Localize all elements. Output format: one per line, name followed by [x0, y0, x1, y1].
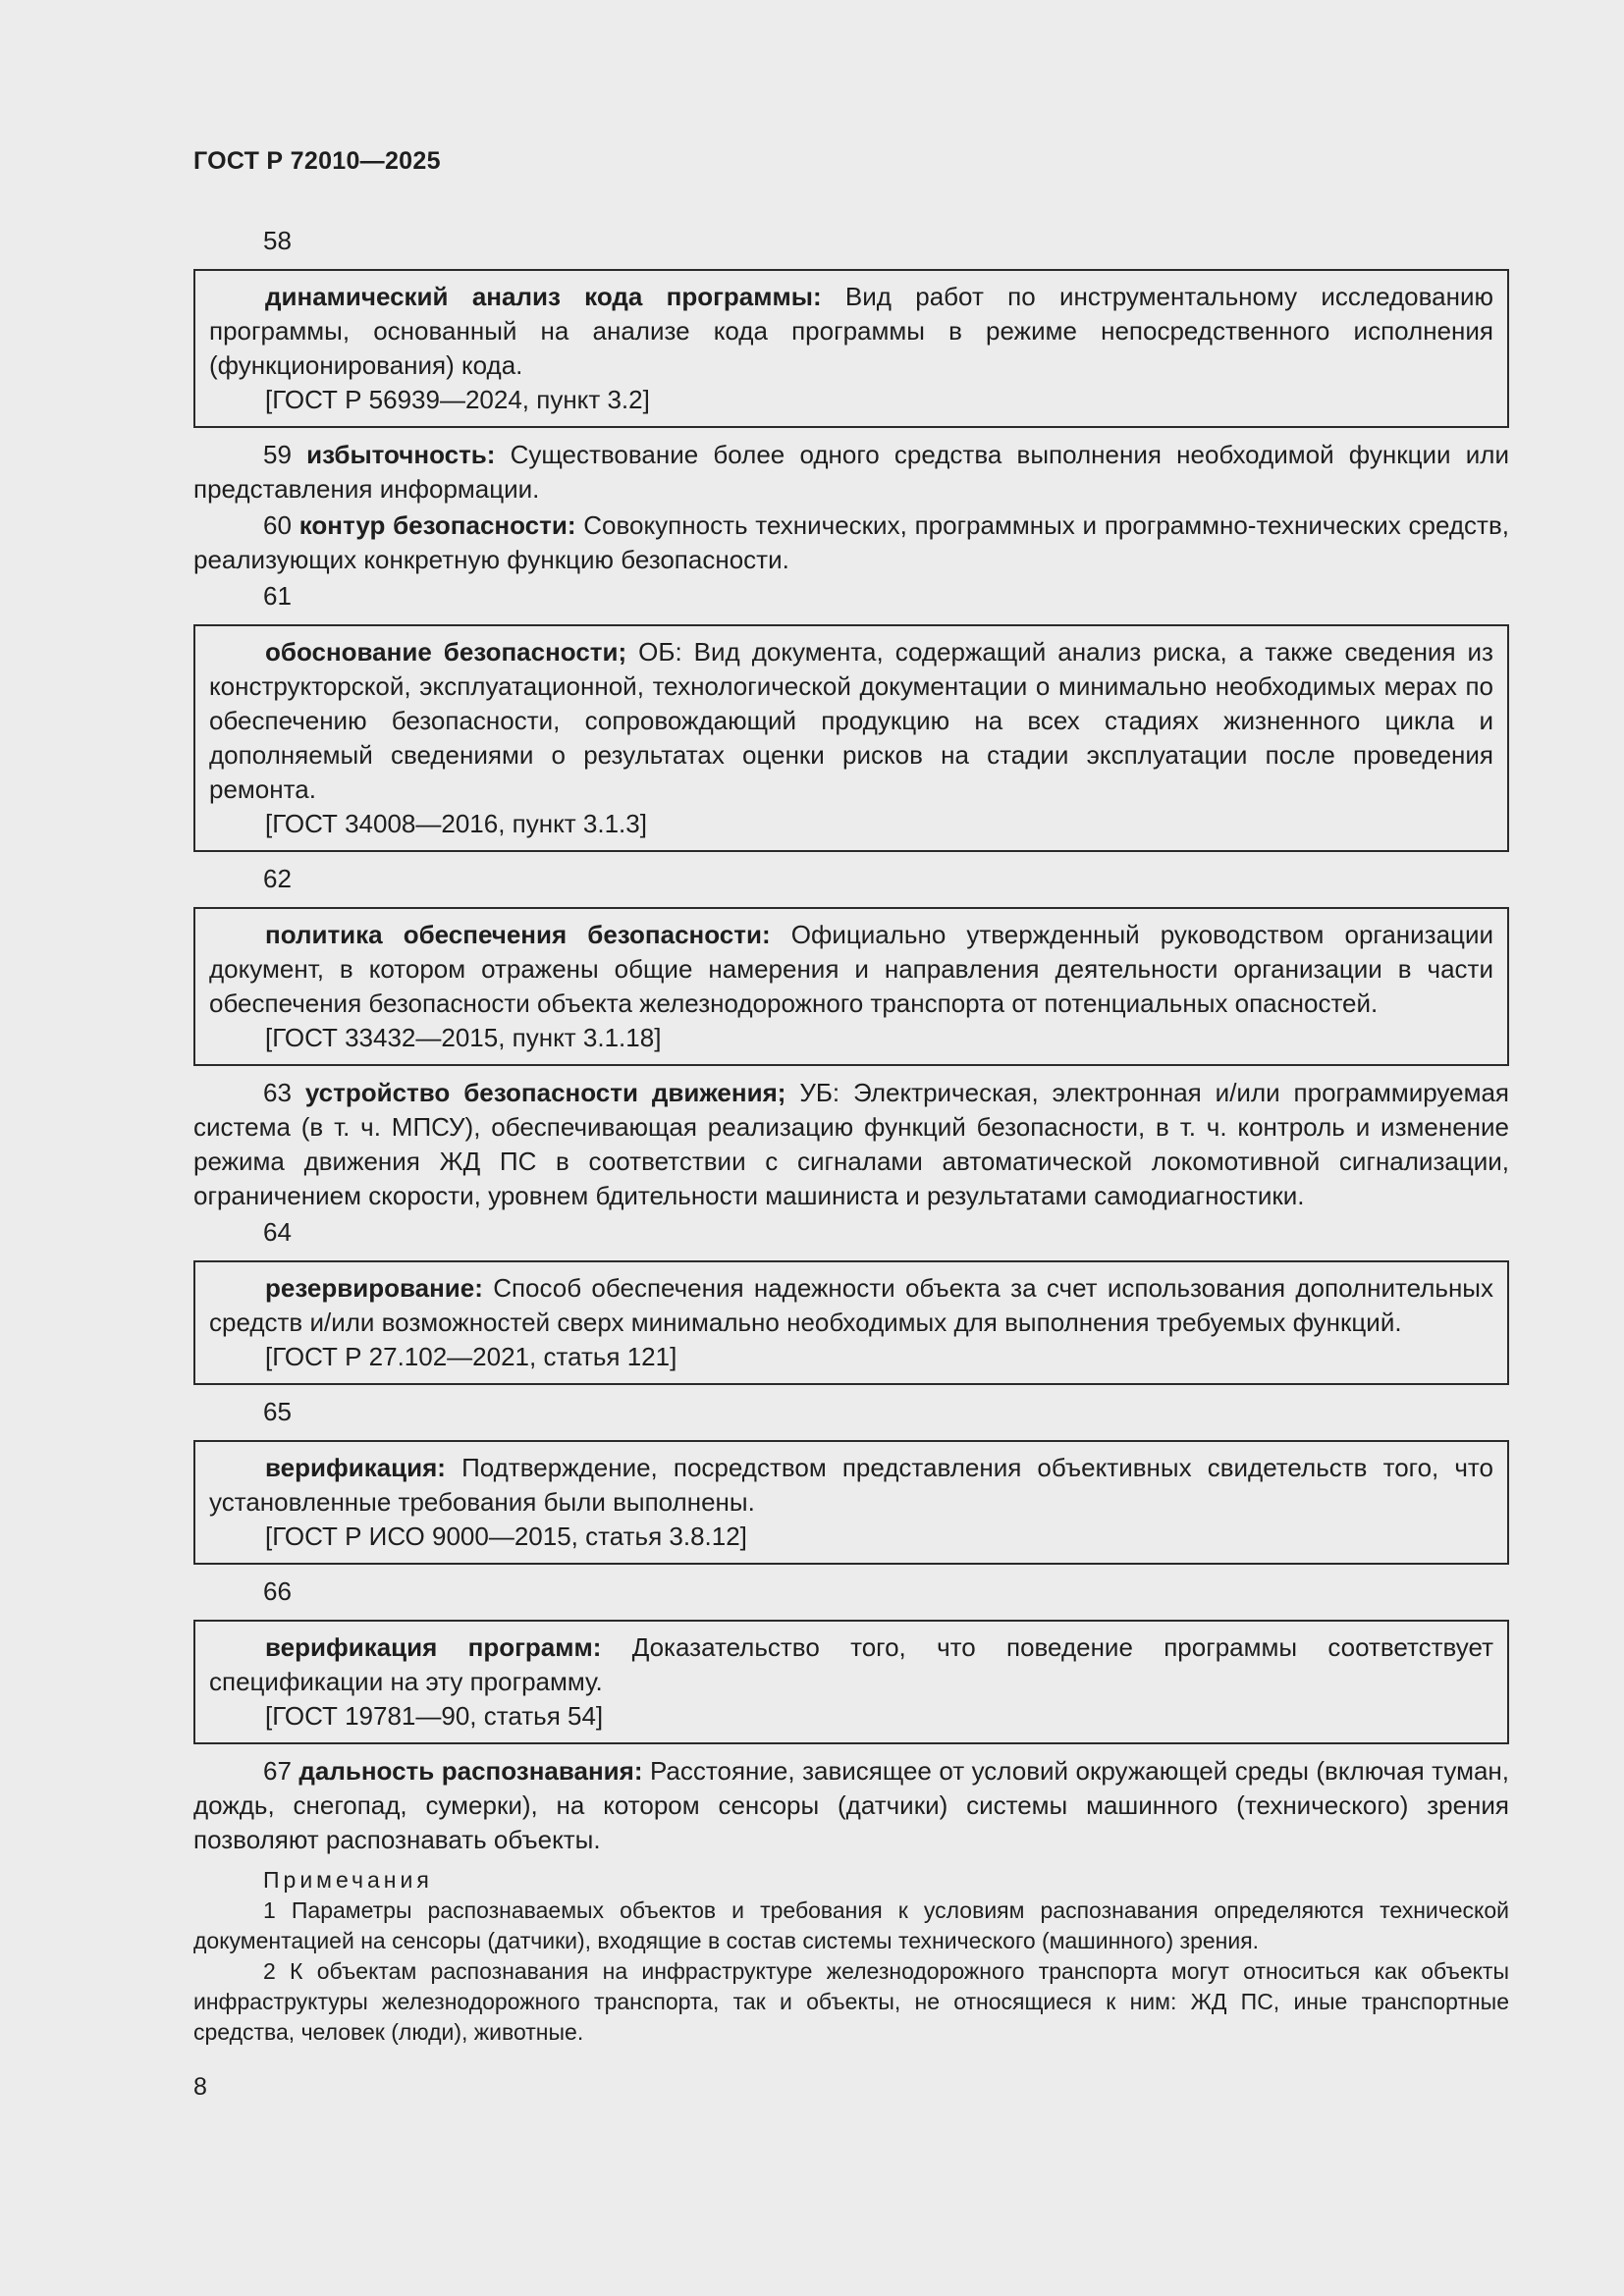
- term-box-58: [193, 269, 1509, 428]
- term-entry: [209, 918, 1493, 1021]
- term-box-65: [193, 1440, 1509, 1565]
- item-number: 59: [263, 440, 292, 469]
- note-item: 2 К объектам распознавания на инфраструктуре железнодорожного транспорта могут относиться как объекты инфраструктуры железнодорожного транспорта, так и объекты, не относящиеся к ним: ЖД ПС, иные транспортные средства, человек (люди), животные.: [193, 1958, 1509, 2045]
- term-definition: Совокупность технических, программных и программно-технических средств, реализующих конкретную функцию безопасности.: [193, 510, 1509, 574]
- term-entry-60: [193, 508, 1509, 577]
- item-number: 64: [263, 1217, 292, 1247]
- term-definition: УБ: Электрическая, электронная и/или программируемая система (в т. ч. МПСУ), обеспечивающая реализацию функций безопасности, в т. ч. контроль и изменение режима движения ЖД ПС в соответствии с сигналами автоматической локомотивной сигнализации, ограничением скорости, уровнем бдительности машиниста и результатами самодиагностики.: [193, 1078, 1509, 1210]
- term-name: обоснование безопасности;: [265, 637, 627, 667]
- term-name: верификация:: [265, 1453, 446, 1482]
- term-name: дальность распознавания:: [298, 1756, 643, 1786]
- term-source: [ГОСТ Р 56939—2024, пункт 3.2]: [265, 385, 650, 414]
- term-name: динамический анализ кода программы:: [265, 282, 822, 311]
- term-entry: [209, 1271, 1493, 1340]
- item-number: 65: [263, 1397, 292, 1426]
- item-number: 63: [263, 1078, 292, 1107]
- term-entry: [209, 1451, 1493, 1520]
- page-number: 8: [193, 2073, 207, 2101]
- item-number: 67: [263, 1756, 292, 1786]
- term-name: верификация программ:: [265, 1632, 602, 1662]
- document-header: ГОСТ Р 72010—2025: [193, 147, 441, 175]
- term-entry-63: [193, 1076, 1509, 1213]
- term-name: политика обеспечения безопасности:: [265, 920, 771, 949]
- item-number: 60: [263, 510, 292, 540]
- term-source: [ГОСТ 34008—2016, пункт 3.1.3]: [265, 809, 647, 838]
- term-box-61: [193, 624, 1509, 852]
- term-definition: Подтверждение, посредством представления объективных свидетельств того, что установленные требования были выполнены.: [209, 1453, 1493, 1517]
- term-source: [ГОСТ Р ИСО 9000—2015, статья 3.8.12]: [265, 1522, 747, 1551]
- notes-section: [193, 1865, 1509, 2048]
- term-entry-67: [193, 1754, 1509, 1857]
- term-definition: Официально утвержденный руководством организации документ, в котором отражены общие намерения и направления деятельности организации в части обеспечения безопасности объекта железнодорожного транспорта от потенциальных опасностей.: [209, 920, 1493, 1018]
- term-definition: ОБ: Вид документа, содержащий анализ риска, а также сведения из конструкторской, эксплуатационной, технологической документации о минимально необходимых мерах по обеспечению безопасности, сопровождающий продукцию на всех стадиях жизненного цикла и дополняемый сведениями о результатах оценки рисков на стадии эксплуатации после проведения ремонта.: [209, 637, 1493, 804]
- term-source: [ГОСТ 33432—2015, пункт 3.1.18]: [265, 1023, 662, 1052]
- item-number: 58: [263, 226, 292, 255]
- term-entry: [209, 280, 1493, 383]
- term-name: контур безопасности:: [298, 510, 576, 540]
- term-definition: Расстояние, зависящее от условий окружающей среды (включая туман, дождь, снегопад, сумерки), на котором сенсоры (датчики) системы машинного (технического) зрения позволяют распознавать объекты.: [193, 1756, 1509, 1854]
- note-item: 1 Параметры распознаваемых объектов и требования к условиям распознавания определяются технической документацией на сенсоры (датчики), входящие в состав системы технического (машинного) зрения.: [193, 1897, 1509, 1953]
- term-entry: [209, 635, 1493, 807]
- term-definition: Существование более одного средства выполнения необходимой функции или представления информации.: [193, 440, 1509, 504]
- term-entry: [209, 1630, 1493, 1699]
- term-name: резервирование:: [265, 1273, 483, 1303]
- term-source: [ГОСТ Р 27.102—2021, статья 121]: [265, 1342, 677, 1371]
- term-entry-59: [193, 438, 1509, 507]
- term-box-62: [193, 907, 1509, 1066]
- term-definition: Доказательство того, что поведение программы соответствует спецификации на эту программу.: [209, 1632, 1493, 1696]
- term-definition: Способ обеспечения надежности объекта за счет использования дополнительных средств и/или возможностей сверх минимально необходимых для выполнения требуемых функций.: [209, 1273, 1493, 1337]
- item-number: 66: [263, 1576, 292, 1606]
- term-name: избыточность:: [306, 440, 496, 469]
- term-source: [ГОСТ 19781—90, статья 54]: [265, 1701, 604, 1731]
- term-box-64: [193, 1260, 1509, 1385]
- term-definition: Вид работ по инструментальному исследованию программы, основанный на анализе кода программы в режиме непосредственного исполнения (функционирования) кода.: [209, 282, 1493, 380]
- document-body: [193, 224, 1509, 2048]
- term-name: устройство безопасности движения;: [304, 1078, 786, 1107]
- item-number: 61: [263, 581, 292, 611]
- item-number: 62: [263, 864, 292, 893]
- notes-title: Примечания: [263, 1867, 433, 1893]
- term-box-66: [193, 1620, 1509, 1744]
